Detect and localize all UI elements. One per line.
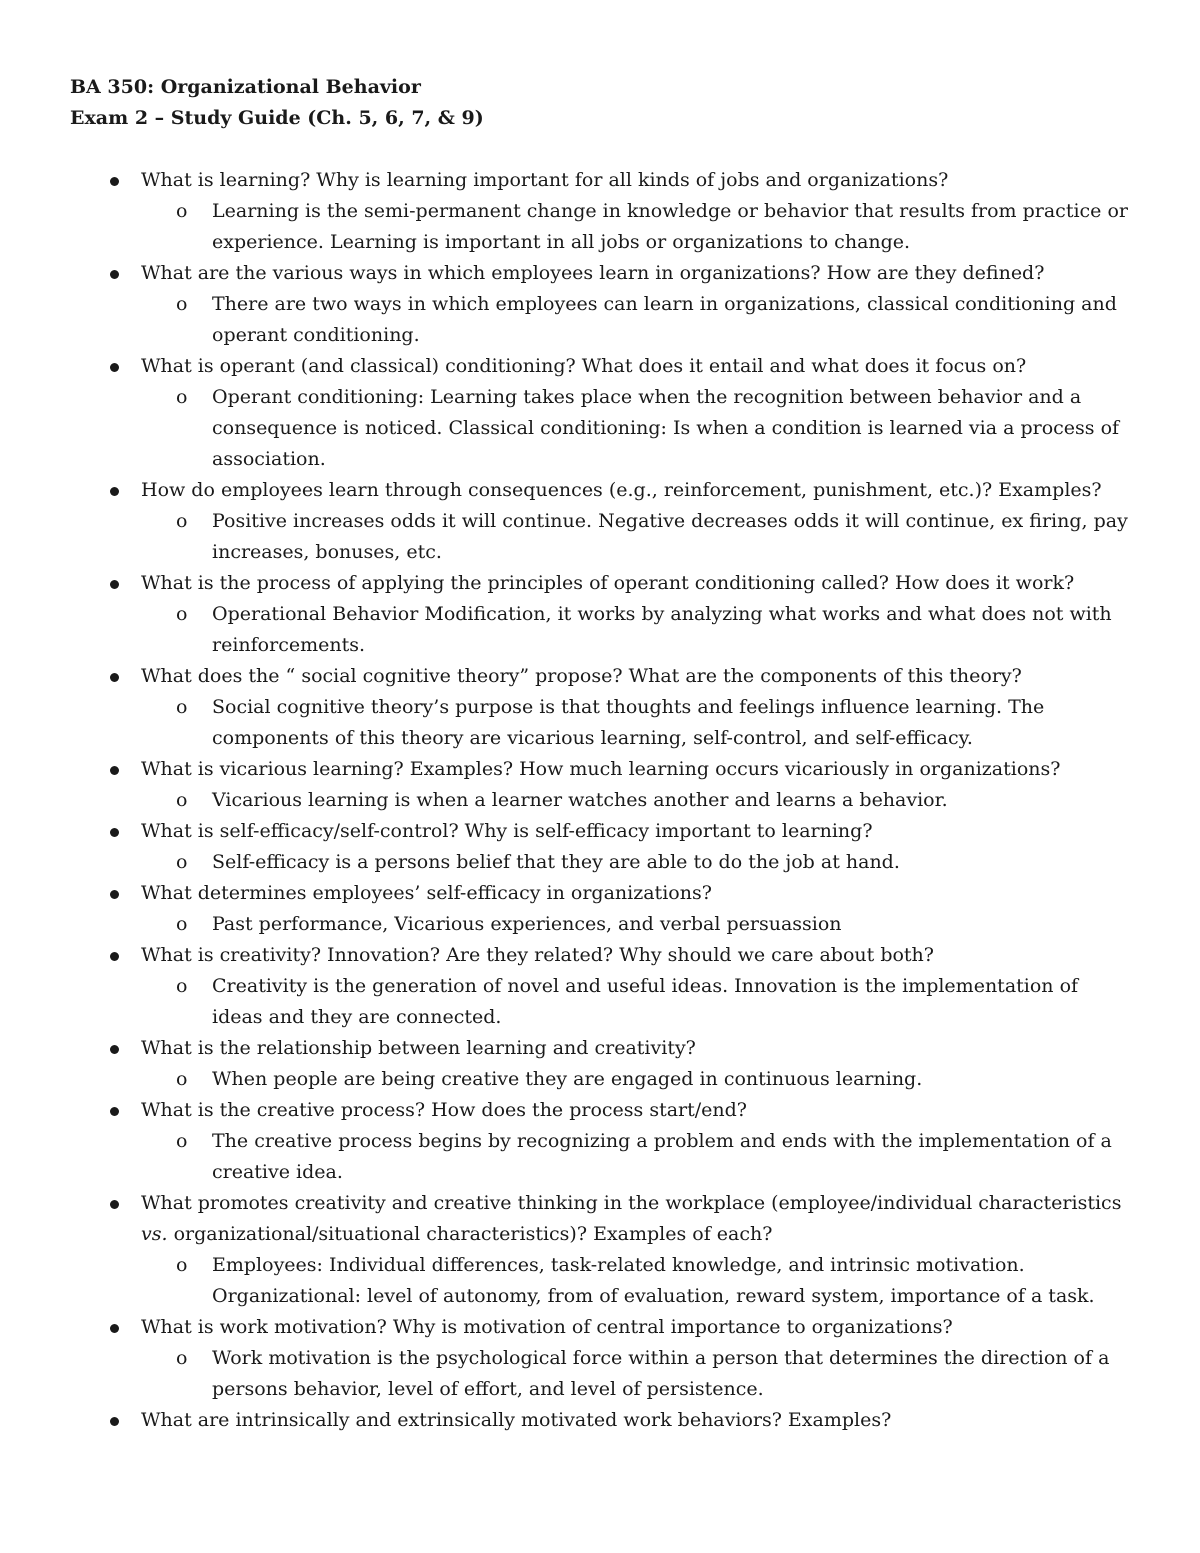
question-text: What is vicarious learning? Examples? How much learning occurs vicariously in organizations? (141, 758, 1061, 780)
question-text: What is the creative process? How does the process start/end? (141, 1099, 747, 1121)
answer-text: Operational Behavior Modification, it works by analyzing what works and what does not with reinforcements. (212, 603, 1112, 656)
sub-bullet-marker: o (176, 1068, 188, 1090)
question-item (70, 878, 1130, 909)
answer-text: There are two ways in which employees can learn in organizations, classical conditioning and operant conditioning. (212, 293, 1117, 346)
bullet-icon (110, 766, 119, 775)
bullet-icon (110, 952, 119, 961)
study-guide-subtitle: Exam 2 – Study Guide (Ch. 5, 6, 7, & 9) (70, 107, 484, 129)
question-text-start: What promotes creativity and creative thinking in the workplace (employee/individual characteristics (141, 1192, 1122, 1214)
question-text: How do employees learn through consequences (e.g., reinforcement, punishment, etc.)? Examples? (141, 479, 1102, 501)
bullet-icon (110, 363, 119, 372)
question-list (70, 165, 1130, 1436)
sub-bullet-marker: o (176, 913, 188, 935)
answer-item (70, 1126, 1130, 1188)
question-item (70, 1095, 1130, 1126)
answer-item (70, 1343, 1130, 1405)
question-item (70, 258, 1130, 289)
answer-text: Social cognitive theory’s purpose is that thoughts and feelings influence learning. The components of this theory are vicarious learning, self-control, and self-efficacy. (212, 696, 1045, 749)
bullet-icon (110, 890, 119, 899)
answer-item (70, 506, 1130, 568)
answer-text: Positive increases odds it will continue. Negative decreases odds it will continue, ex firing, pay increases, bonuses, etc. (212, 510, 1128, 563)
answer-text: Self-efficacy is a persons belief that they are able to do the job at hand. (212, 851, 900, 873)
question-text: What are the various ways in which employees learn in organizations? How are they defined? (141, 262, 1045, 284)
question-item (70, 940, 1130, 971)
answer-item (70, 1250, 1130, 1312)
question-text: What is work motivation? Why is motivation of central importance to organizations? (141, 1316, 953, 1338)
question-text-end: organizational/situational characteristics)? Examples of each? (167, 1223, 773, 1245)
bullet-icon (110, 270, 119, 279)
question-text: What is self-efficacy/self-control? Why is self-efficacy important to learning? (141, 820, 873, 842)
answer-item (70, 1064, 1130, 1095)
answer-item (70, 692, 1130, 754)
sub-bullet-marker: o (176, 603, 188, 625)
bullet-icon (110, 580, 119, 589)
answer-item (70, 909, 1130, 940)
answer-text: Operant conditioning: Learning takes place when the recognition between behavior and a consequence is noticed. Classical conditioning: Is when a condition is learned via a process of association. (212, 386, 1120, 470)
sub-bullet-marker: o (176, 1254, 188, 1276)
question-text: What is operant (and classical) conditioning? What does it entail and what does it focus on? (141, 355, 1027, 377)
sub-bullet-marker: o (176, 293, 188, 315)
answer-item (70, 785, 1130, 816)
answer-item (70, 599, 1130, 661)
question-item (70, 661, 1130, 692)
answer-text: Past performance, Vicarious experiences, and verbal persuassion (212, 913, 842, 935)
bullet-icon (110, 1324, 119, 1333)
sub-bullet-marker: o (176, 696, 188, 718)
question-text: What are intrinsically and extrinsically motivated work behaviors? Examples? (141, 1409, 892, 1431)
bullet-icon (110, 1417, 119, 1426)
question-item (70, 165, 1130, 196)
question-item (70, 1033, 1130, 1064)
answer-text: Learning is the semi-permanent change in knowledge or behavior that results from practice or experience. Learning is important in all jobs or organizations to change. (212, 200, 1128, 253)
answer-text: When people are being creative they are engaged in continuous learning. (212, 1068, 923, 1090)
question-item (70, 475, 1130, 506)
answer-item (70, 289, 1130, 351)
answer-text: Employees: Individual differences, task-related knowledge, and intrinsic motivation. Organizational: level of autonomy, from of evaluation, reward system, importance of a task. (212, 1254, 1095, 1307)
sub-bullet-marker: o (176, 386, 188, 408)
sub-bullet-marker: o (176, 975, 188, 997)
answer-text: Work motivation is the psychological force within a person that determines the direction of a persons behavior, level of effort, and level of persistence. (212, 1347, 1110, 1400)
question-item (70, 816, 1130, 847)
answer-text: Vicarious learning is when a learner watches another and learns a behavior. (212, 789, 948, 811)
sub-bullet-marker: o (176, 510, 188, 532)
sub-bullet-marker: o (176, 789, 188, 811)
course-title: BA 350: Organizational Behavior (70, 76, 421, 98)
question-item (70, 568, 1130, 599)
question-text: What is learning? Why is learning important for all kinds of jobs and organizations? (141, 169, 949, 191)
answer-text: The creative process begins by recognizing a problem and ends with the implementation of a creative idea. (212, 1130, 1112, 1183)
bullet-icon (110, 1045, 119, 1054)
document-page (70, 72, 1130, 1436)
sub-bullet-marker: o (176, 851, 188, 873)
answer-text: Creativity is the generation of novel and useful ideas. Innovation is the implementation of ideas and they are connected. (212, 975, 1079, 1028)
question-item (70, 1405, 1130, 1436)
bullet-icon (110, 828, 119, 837)
question-text: What does the “ social cognitive theory” propose? What are the components of this theory? (141, 665, 1022, 687)
question-text: What is the relationship between learning and creativity? (141, 1037, 696, 1059)
bullet-icon (110, 673, 119, 682)
bullet-icon (110, 1200, 119, 1209)
question-item (70, 1188, 1130, 1250)
answer-item (70, 382, 1130, 475)
bullet-icon (110, 177, 119, 186)
question-text-emphasis: vs. (141, 1223, 168, 1245)
question-text: What is the process of applying the principles of operant conditioning called? How does it work? (141, 572, 1075, 594)
question-text: What determines employees’ self-efficacy in organizations? (141, 882, 712, 904)
bullet-icon (110, 1107, 119, 1116)
sub-bullet-marker: o (176, 1130, 188, 1152)
question-item (70, 1312, 1130, 1343)
sub-bullet-marker: o (176, 1347, 188, 1369)
question-item (70, 754, 1130, 785)
answer-item (70, 971, 1130, 1033)
answer-item (70, 196, 1130, 258)
sub-bullet-marker: o (176, 200, 188, 222)
question-text: What is creativity? Innovation? Are they related? Why should we care about both? (141, 944, 934, 966)
question-item (70, 351, 1130, 382)
answer-item (70, 847, 1130, 878)
bullet-icon (110, 487, 119, 496)
